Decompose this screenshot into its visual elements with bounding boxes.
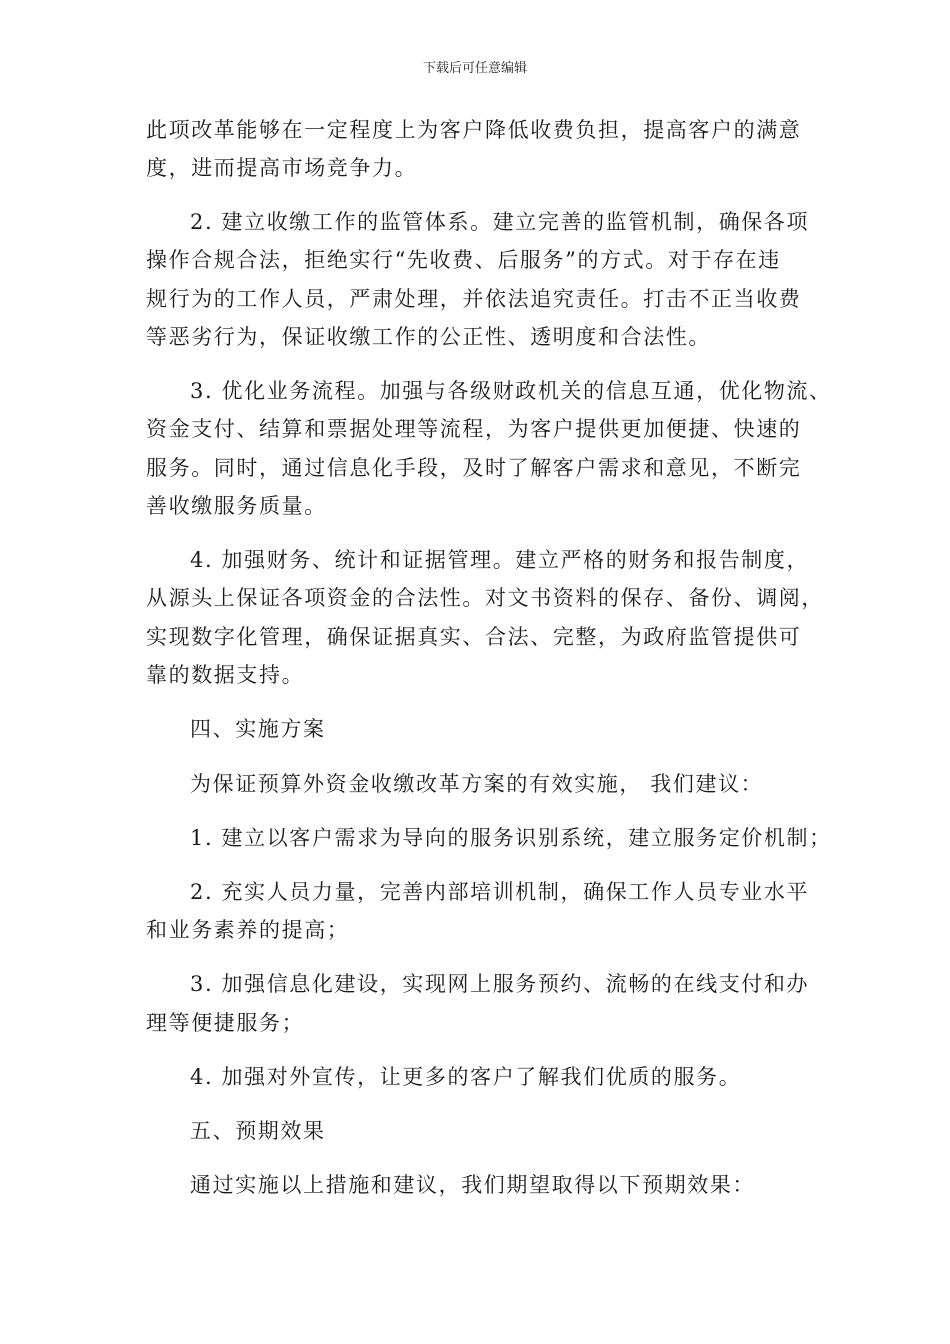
body-line: 1. 建立以客户需求为导向的服务识别系统，建立服务定价机制； [190, 826, 832, 850]
body-line: 3. 加强信息化建设，实现网上服务预约、流畅的在线支付和办 [190, 972, 810, 996]
body-line: 通过实施以上措施和建议，我们期望取得以下预期效果： [190, 1173, 755, 1197]
body-line: 2. 建立收缴工作的监管体系。建立完善的监管机制，确保各项 [190, 210, 810, 234]
body-line: 等恶劣行为，保证收缴工作的公正性、透明度和合法性。 [146, 325, 711, 349]
page-header: 下载后可任意编辑 [422, 61, 527, 76]
body-line: 操作合规合法，拒绝实行“先收费、后服务”的方式。对于存在违 [146, 248, 781, 272]
body-line: 2. 充实人员力量，完善内部培训机制，确保工作人员专业水平 [190, 880, 810, 904]
body-line: 理等便捷服务； [146, 1011, 305, 1035]
body-line: 此项改革能够在一定程度上为客户降低收费负担，提高客户的满意 [146, 118, 802, 142]
body-line: 和业务素养的提高； [146, 918, 350, 942]
section-heading: 四、实施方案 [190, 717, 326, 741]
body-line: 资金支付、结算和票据处理等流程，为客户提供更加便捷、快速的 [146, 417, 802, 441]
body-line: 4. 加强财务、统计和证据管理。建立严格的财务和报告制度， [190, 548, 810, 572]
body-line: 实现数字化管理，确保证据真实、合法、完整，为政府监管提供可 [146, 625, 802, 649]
body-line: 善收缴服务质量。 [146, 494, 327, 518]
body-line: 4. 加强对外宣传，让更多的客户了解我们优质的服务。 [190, 1065, 742, 1089]
body-line: 服务。同时，通过信息化手段，及时了解客户需求和意见，不断完 [146, 456, 802, 480]
body-line: 为保证预算外资金收缴改革方案的有效实施， 我们建议： [190, 772, 764, 796]
body-line: 规行为的工作人员，严肃处理，并依法追究责任。打击不正当收费 [146, 287, 802, 311]
section-heading: 五、预期效果 [190, 1119, 326, 1143]
body-line: 3. 优化业务流程。加强与各级财政机关的信息互通，优化物流、 [190, 379, 832, 403]
body-line: 度，进而提高市场竞争力。 [146, 156, 418, 180]
body-line: 靠的数据支持。 [146, 663, 305, 687]
body-line: 从源头上保证各项资金的合法性。对文书资料的保存、备份、调阅， [146, 586, 824, 610]
